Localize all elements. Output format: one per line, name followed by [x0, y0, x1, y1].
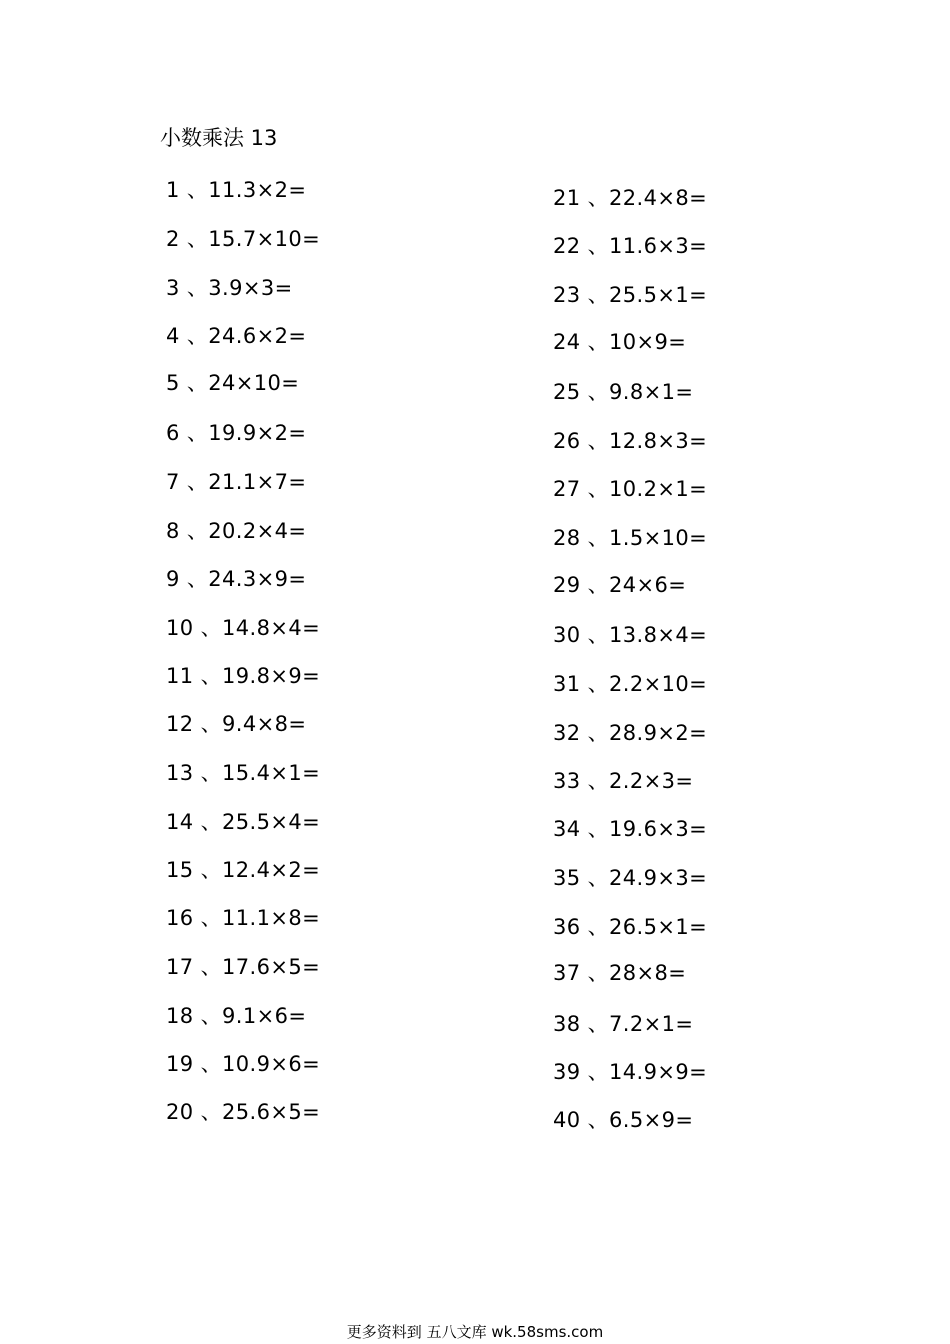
- problem-item: 36 、26.5×1=: [553, 915, 708, 939]
- page-title: 小数乘法 13: [160, 126, 278, 150]
- problem-item: 6 、19.9×2=: [166, 421, 307, 445]
- problem-item: 15 、12.4×2=: [166, 858, 321, 882]
- problem-item: 39 、14.9×9=: [553, 1060, 708, 1084]
- problem-item: 14 、25.5×4=: [166, 810, 321, 834]
- problem-item: 19 、10.9×6=: [166, 1052, 321, 1076]
- problem-item: 3 、3.9×3=: [166, 276, 293, 300]
- problem-item: 11 、19.8×9=: [166, 664, 321, 688]
- problem-item: 26 、12.8×3=: [553, 429, 708, 453]
- problem-item: 4 、24.6×2=: [166, 324, 307, 348]
- problem-item: 34 、19.6×3=: [553, 817, 708, 841]
- problem-item: 7 、21.1×7=: [166, 470, 307, 494]
- problem-item: 37 、28×8=: [553, 961, 687, 985]
- problem-item: 2 、15.7×10=: [166, 227, 321, 251]
- problem-item: 33 、2.2×3=: [553, 769, 694, 793]
- problem-item: 31 、2.2×10=: [553, 672, 708, 696]
- problem-item: 20 、25.6×5=: [166, 1100, 321, 1124]
- problem-item: 16 、11.1×8=: [166, 906, 321, 930]
- problem-item: 23 、25.5×1=: [553, 283, 708, 307]
- problem-item: 28 、1.5×10=: [553, 526, 708, 550]
- footer-watermark-text: 更多资料到 五八文库 wk.58sms.com: [346, 1323, 604, 1341]
- problem-item: 9 、24.3×9=: [166, 567, 307, 591]
- problem-item: 35 、24.9×3=: [553, 866, 708, 890]
- problem-item: 25 、9.8×1=: [553, 380, 694, 404]
- problem-item: 13 、15.4×1=: [166, 761, 321, 785]
- problem-item: 24 、10×9=: [553, 330, 687, 354]
- problem-item: 17 、17.6×5=: [166, 955, 321, 979]
- problem-item: 40 、6.5×9=: [553, 1108, 694, 1132]
- problem-item: 21 、22.4×8=: [553, 186, 708, 210]
- problem-item: 30 、13.8×4=: [553, 623, 708, 647]
- problem-item: 18 、9.1×6=: [166, 1004, 307, 1028]
- problem-item: 22 、11.6×3=: [553, 234, 708, 258]
- problem-item: 5 、24×10=: [166, 371, 300, 395]
- problem-item: 8 、20.2×4=: [166, 519, 307, 543]
- problem-item: 12 、9.4×8=: [166, 712, 307, 736]
- problem-item: 1 、11.3×2=: [166, 178, 307, 202]
- problem-item: 32 、28.9×2=: [553, 721, 708, 745]
- problem-item: 38 、7.2×1=: [553, 1012, 694, 1036]
- problem-item: 10 、14.8×4=: [166, 616, 321, 640]
- problem-item: 29 、24×6=: [553, 573, 687, 597]
- problem-item: 27 、10.2×1=: [553, 477, 708, 501]
